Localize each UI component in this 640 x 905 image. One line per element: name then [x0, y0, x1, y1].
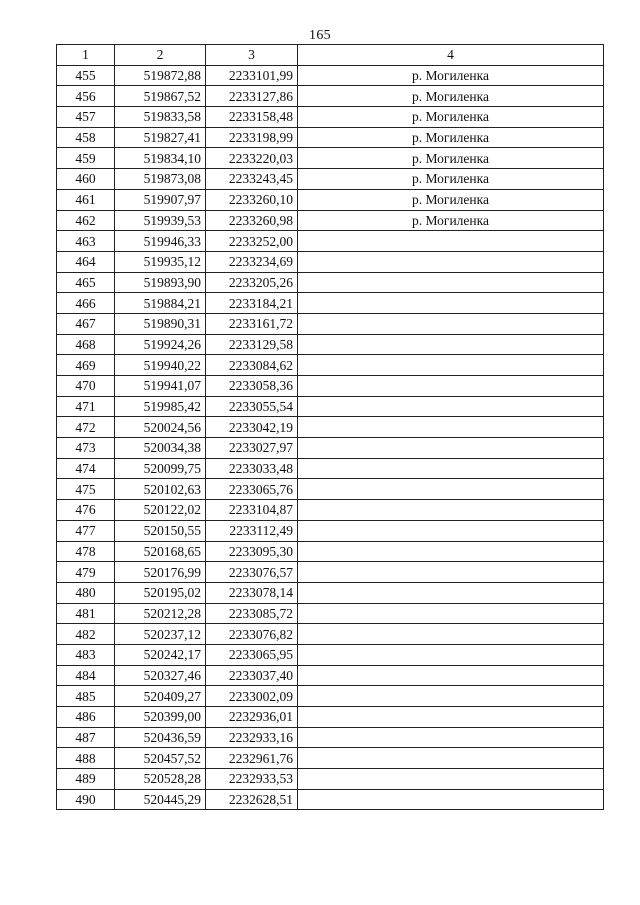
point-number-cell: 485	[57, 686, 115, 707]
table-row	[57, 582, 604, 603]
point-number-cell: 482	[57, 624, 115, 645]
description-cell	[298, 251, 604, 272]
table-row	[57, 686, 604, 707]
point-number-cell: 468	[57, 334, 115, 355]
point-number-cell: 467	[57, 313, 115, 334]
description-cell: р. Могиленка	[298, 127, 604, 148]
point-number-cell: 478	[57, 541, 115, 562]
x-coordinate-cell: 519884,21	[115, 293, 206, 314]
table-row	[57, 251, 604, 272]
y-coordinate-cell: 2233104,87	[206, 500, 298, 521]
y-coordinate-cell: 2233260,98	[206, 210, 298, 231]
description-cell	[298, 665, 604, 686]
y-coordinate-cell: 2233084,62	[206, 355, 298, 376]
description-cell	[298, 789, 604, 810]
table-row	[57, 272, 604, 293]
x-coordinate-cell: 520122,02	[115, 500, 206, 521]
point-number-cell: 457	[57, 107, 115, 128]
description-cell	[298, 231, 604, 252]
point-number-cell: 472	[57, 417, 115, 438]
point-number-cell: 460	[57, 169, 115, 190]
y-coordinate-cell: 2233055,54	[206, 396, 298, 417]
point-number-cell: 476	[57, 500, 115, 521]
description-cell	[298, 769, 604, 790]
y-coordinate-cell: 2233205,26	[206, 272, 298, 293]
x-coordinate-cell: 519939,53	[115, 210, 206, 231]
x-coordinate-cell: 519867,52	[115, 86, 206, 107]
description-cell: р. Могиленка	[298, 65, 604, 86]
table-row	[57, 313, 604, 334]
point-number-cell: 477	[57, 520, 115, 541]
x-coordinate-cell: 520034,38	[115, 438, 206, 459]
y-coordinate-cell: 2233198,99	[206, 127, 298, 148]
x-coordinate-cell: 520176,99	[115, 562, 206, 583]
x-coordinate-cell: 520528,28	[115, 769, 206, 790]
y-coordinate-cell: 2233065,76	[206, 479, 298, 500]
description-cell	[298, 562, 604, 583]
description-cell	[298, 355, 604, 376]
description-cell	[298, 334, 604, 355]
description-cell	[298, 748, 604, 769]
coordinates-table	[56, 44, 604, 810]
description-cell	[298, 686, 604, 707]
table-row	[57, 789, 604, 810]
table-row	[57, 417, 604, 438]
table-row	[57, 210, 604, 231]
description-cell	[298, 582, 604, 603]
description-cell	[298, 500, 604, 521]
table-row	[57, 86, 604, 107]
y-coordinate-cell: 2233076,82	[206, 624, 298, 645]
point-number-cell: 459	[57, 148, 115, 169]
y-coordinate-cell: 2233234,69	[206, 251, 298, 272]
description-cell	[298, 272, 604, 293]
description-cell: р. Могиленка	[298, 189, 604, 210]
table-row	[57, 707, 604, 728]
column-header-1: 1	[57, 45, 115, 66]
description-cell	[298, 520, 604, 541]
point-number-cell: 465	[57, 272, 115, 293]
y-coordinate-cell: 2233127,86	[206, 86, 298, 107]
description-cell	[298, 376, 604, 397]
y-coordinate-cell: 2233129,58	[206, 334, 298, 355]
x-coordinate-cell: 519873,08	[115, 169, 206, 190]
table-row	[57, 727, 604, 748]
x-coordinate-cell: 519941,07	[115, 376, 206, 397]
x-coordinate-cell: 520327,46	[115, 665, 206, 686]
table-row	[57, 334, 604, 355]
column-header-2: 2	[115, 45, 206, 66]
x-coordinate-cell: 519893,90	[115, 272, 206, 293]
table-row	[57, 189, 604, 210]
y-coordinate-cell: 2233027,97	[206, 438, 298, 459]
page-number: 165	[309, 28, 331, 43]
description-cell	[298, 417, 604, 438]
point-number-cell: 462	[57, 210, 115, 231]
point-number-cell: 473	[57, 438, 115, 459]
description-cell: р. Могиленка	[298, 210, 604, 231]
x-coordinate-cell: 519935,12	[115, 251, 206, 272]
point-number-cell: 486	[57, 707, 115, 728]
table-row	[57, 107, 604, 128]
column-header-3: 3	[206, 45, 298, 66]
description-cell	[298, 727, 604, 748]
description-cell	[298, 313, 604, 334]
description-cell	[298, 707, 604, 728]
y-coordinate-cell: 2233095,30	[206, 541, 298, 562]
x-coordinate-cell: 520445,29	[115, 789, 206, 810]
table-row	[57, 624, 604, 645]
table-header	[57, 45, 604, 66]
table-row	[57, 293, 604, 314]
x-coordinate-cell: 519827,41	[115, 127, 206, 148]
table-row	[57, 127, 604, 148]
table-row	[57, 438, 604, 459]
description-cell: р. Могиленка	[298, 148, 604, 169]
y-coordinate-cell: 2232628,51	[206, 789, 298, 810]
table-row	[57, 396, 604, 417]
table-row	[57, 603, 604, 624]
point-number-cell: 479	[57, 562, 115, 583]
description-cell: р. Могиленка	[298, 169, 604, 190]
y-coordinate-cell: 2232936,01	[206, 707, 298, 728]
table-row	[57, 748, 604, 769]
y-coordinate-cell: 2233161,72	[206, 313, 298, 334]
table-row	[57, 500, 604, 521]
point-number-cell: 469	[57, 355, 115, 376]
table-row	[57, 665, 604, 686]
point-number-cell: 483	[57, 644, 115, 665]
y-coordinate-cell: 2232933,53	[206, 769, 298, 790]
y-coordinate-cell: 2233033,48	[206, 458, 298, 479]
point-number-cell: 484	[57, 665, 115, 686]
table-row	[57, 231, 604, 252]
y-coordinate-cell: 2233101,99	[206, 65, 298, 86]
y-coordinate-cell: 2233158,48	[206, 107, 298, 128]
x-coordinate-cell: 520150,55	[115, 520, 206, 541]
description-cell	[298, 396, 604, 417]
y-coordinate-cell: 2232961,76	[206, 748, 298, 769]
description-cell	[298, 458, 604, 479]
x-coordinate-cell: 520168,65	[115, 541, 206, 562]
x-coordinate-cell: 519985,42	[115, 396, 206, 417]
x-coordinate-cell: 519924,26	[115, 334, 206, 355]
description-cell	[298, 541, 604, 562]
point-number-cell: 480	[57, 582, 115, 603]
point-number-cell: 466	[57, 293, 115, 314]
table-row	[57, 541, 604, 562]
description-cell	[298, 479, 604, 500]
point-number-cell: 490	[57, 789, 115, 810]
x-coordinate-cell: 519890,31	[115, 313, 206, 334]
point-number-cell: 481	[57, 603, 115, 624]
x-coordinate-cell: 519834,10	[115, 148, 206, 169]
y-coordinate-cell: 2233220,03	[206, 148, 298, 169]
x-coordinate-cell: 520024,56	[115, 417, 206, 438]
y-coordinate-cell: 2233058,36	[206, 376, 298, 397]
table-row	[57, 458, 604, 479]
x-coordinate-cell: 520242,17	[115, 644, 206, 665]
point-number-cell: 458	[57, 127, 115, 148]
x-coordinate-cell: 520457,52	[115, 748, 206, 769]
point-number-cell: 475	[57, 479, 115, 500]
point-number-cell: 463	[57, 231, 115, 252]
y-coordinate-cell: 2233260,10	[206, 189, 298, 210]
y-coordinate-cell: 2232933,16	[206, 727, 298, 748]
y-coordinate-cell: 2233037,40	[206, 665, 298, 686]
y-coordinate-cell: 2233085,72	[206, 603, 298, 624]
x-coordinate-cell: 519940,22	[115, 355, 206, 376]
x-coordinate-cell: 520195,02	[115, 582, 206, 603]
y-coordinate-cell: 2233112,49	[206, 520, 298, 541]
table-row	[57, 562, 604, 583]
x-coordinate-cell: 520099,75	[115, 458, 206, 479]
point-number-cell: 487	[57, 727, 115, 748]
point-number-cell: 461	[57, 189, 115, 210]
description-cell: р. Могиленка	[298, 107, 604, 128]
y-coordinate-cell: 2233002,09	[206, 686, 298, 707]
y-coordinate-cell: 2233243,45	[206, 169, 298, 190]
description-cell: р. Могиленка	[298, 86, 604, 107]
point-number-cell: 456	[57, 86, 115, 107]
table-body	[57, 65, 604, 810]
x-coordinate-cell: 520436,59	[115, 727, 206, 748]
table-row	[57, 169, 604, 190]
point-number-cell: 464	[57, 251, 115, 272]
table-row	[57, 769, 604, 790]
x-coordinate-cell: 519907,97	[115, 189, 206, 210]
x-coordinate-cell: 519833,58	[115, 107, 206, 128]
point-number-cell: 470	[57, 376, 115, 397]
description-cell	[298, 644, 604, 665]
point-number-cell: 474	[57, 458, 115, 479]
y-coordinate-cell: 2233065,95	[206, 644, 298, 665]
description-cell	[298, 603, 604, 624]
point-number-cell: 488	[57, 748, 115, 769]
y-coordinate-cell: 2233252,00	[206, 231, 298, 252]
table-row	[57, 148, 604, 169]
y-coordinate-cell: 2233042,19	[206, 417, 298, 438]
x-coordinate-cell: 520237,12	[115, 624, 206, 645]
x-coordinate-cell: 520399,00	[115, 707, 206, 728]
description-cell	[298, 624, 604, 645]
y-coordinate-cell: 2233078,14	[206, 582, 298, 603]
x-coordinate-cell: 519946,33	[115, 231, 206, 252]
x-coordinate-cell: 520102,63	[115, 479, 206, 500]
table-row	[57, 479, 604, 500]
table-row	[57, 376, 604, 397]
header-row	[57, 45, 604, 66]
y-coordinate-cell: 2233076,57	[206, 562, 298, 583]
table-row	[57, 355, 604, 376]
description-cell	[298, 293, 604, 314]
table-row	[57, 644, 604, 665]
point-number-cell: 471	[57, 396, 115, 417]
table-row	[57, 520, 604, 541]
table-row	[57, 65, 604, 86]
x-coordinate-cell: 520409,27	[115, 686, 206, 707]
column-header-4: 4	[298, 45, 604, 66]
description-cell	[298, 438, 604, 459]
x-coordinate-cell: 520212,28	[115, 603, 206, 624]
y-coordinate-cell: 2233184,21	[206, 293, 298, 314]
x-coordinate-cell: 519872,88	[115, 65, 206, 86]
point-number-cell: 489	[57, 769, 115, 790]
point-number-cell: 455	[57, 65, 115, 86]
